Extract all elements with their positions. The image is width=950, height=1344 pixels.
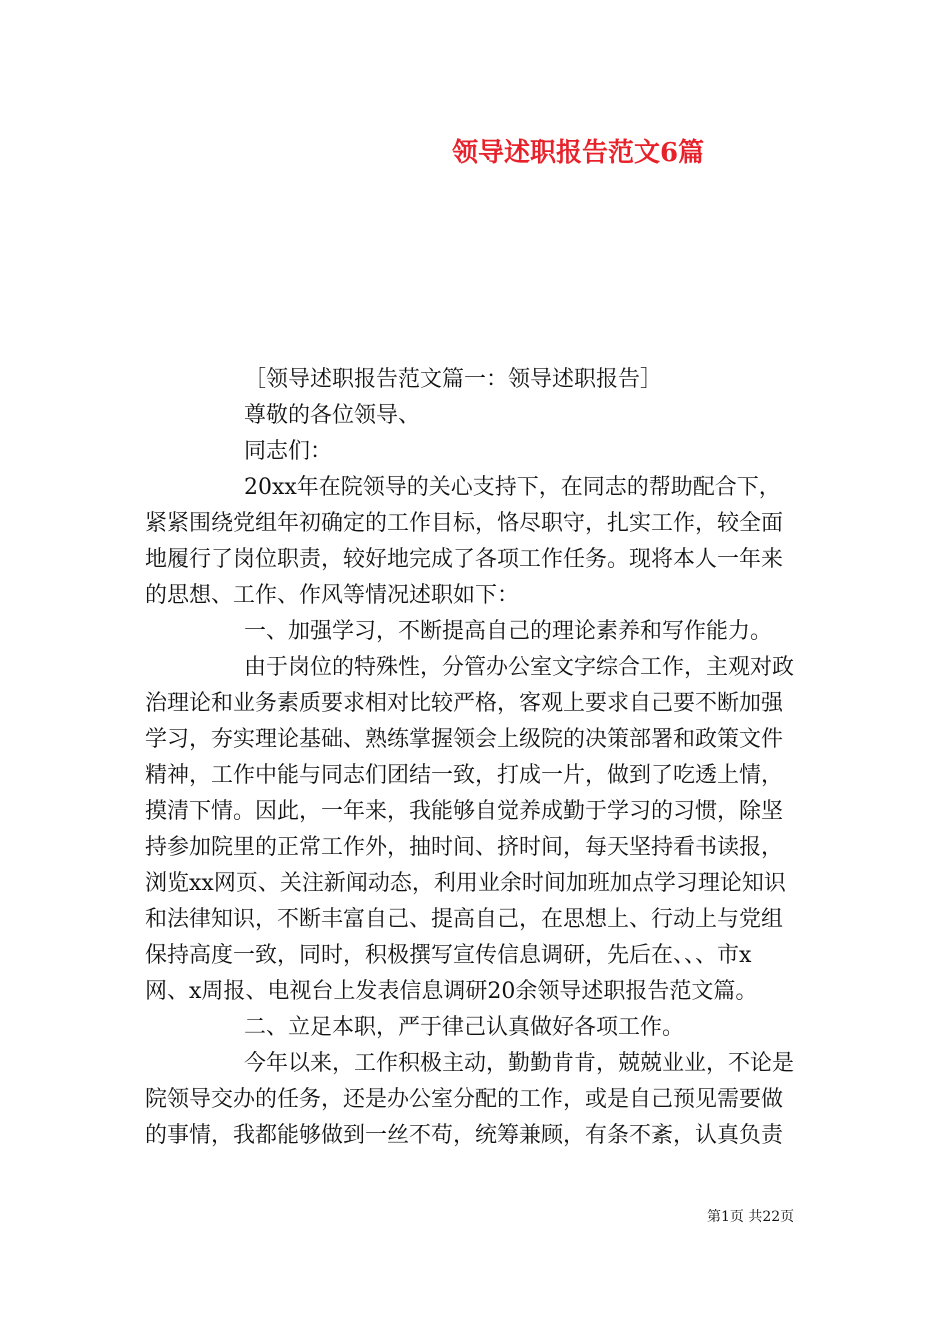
subheading-line: 二、立足本职，严于律己认真做好各项工作。 xyxy=(244,1015,685,1040)
paragraph-line: 和法律知识，不断丰富自己、提高自己，在思想上、行动上与党组 xyxy=(145,907,784,932)
section-heading: ［领导述职报告范文篇一：领导述职报告］ xyxy=(244,367,663,392)
document-title: 领导述职报告范文6篇 xyxy=(452,138,705,168)
paragraph-line: 持参加院里的正常工作外，抽时间、挤时间，每天坚持看书读报， xyxy=(145,835,784,860)
salutation-line: 同志们： xyxy=(244,439,333,464)
subheading-line: 一、加强学习，不断提高自己的理论素养和写作能力。 xyxy=(244,619,773,644)
paragraph-line: 的事情，我都能够做到一丝不苟，统筹兼顾，有条不紊，认真负责 xyxy=(145,1123,784,1148)
paragraph-line: 治理论和业务素质要求相对比较严格，客观上要求自己要不断加强 xyxy=(145,691,784,716)
page-footer: 第1页 共22页 xyxy=(707,1209,795,1225)
paragraph-line: 浏览xx网页、关注新闻动态，利用业余时间加班加点学习理论知识 xyxy=(145,871,786,896)
salutation-line: 尊敬的各位领导、 xyxy=(244,403,421,428)
paragraph-line: 20xx年在院领导的关心支持下，在同志的帮助配合下， xyxy=(244,475,781,500)
paragraph-line: 保持高度一致，同时，积极撰写宣传信息调研，先后在、、、市x xyxy=(145,943,752,968)
paragraph-line: 今年以来，工作积极主动，勤勤肯肯，兢兢业业，不论是 xyxy=(244,1051,795,1076)
paragraph-line: 精神，工作中能与同志们团结一致，打成一片，做到了吃透上情， xyxy=(145,763,784,788)
paragraph-line: 学习，夯实理论基础、熟练掌握领会上级院的决策部署和政策文件 xyxy=(145,727,784,752)
paragraph-line: 网、x周报、电视台上发表信息调研20余领导述职报告范文篇。 xyxy=(145,979,758,1004)
paragraph-line: 的思想、工作、作风等情况述职如下： xyxy=(145,583,520,608)
paragraph-line: 院领导交办的任务，还是办公室分配的工作，或是自己预见需要做 xyxy=(145,1087,784,1112)
paragraph-line: 地履行了岗位职责，较好地完成了各项工作任务。现将本人一年来 xyxy=(145,547,784,572)
paragraph-line: 摸清下情。因此，一年来，我能够自觉养成勤于学习的习惯，除坚 xyxy=(145,799,784,824)
paragraph-line: 由于岗位的特殊性，分管办公室文字综合工作，主观对政 xyxy=(244,655,795,680)
paragraph-line: 紧紧围绕党组年初确定的工作目标，恪尽职守，扎实工作，较全面 xyxy=(145,511,784,536)
